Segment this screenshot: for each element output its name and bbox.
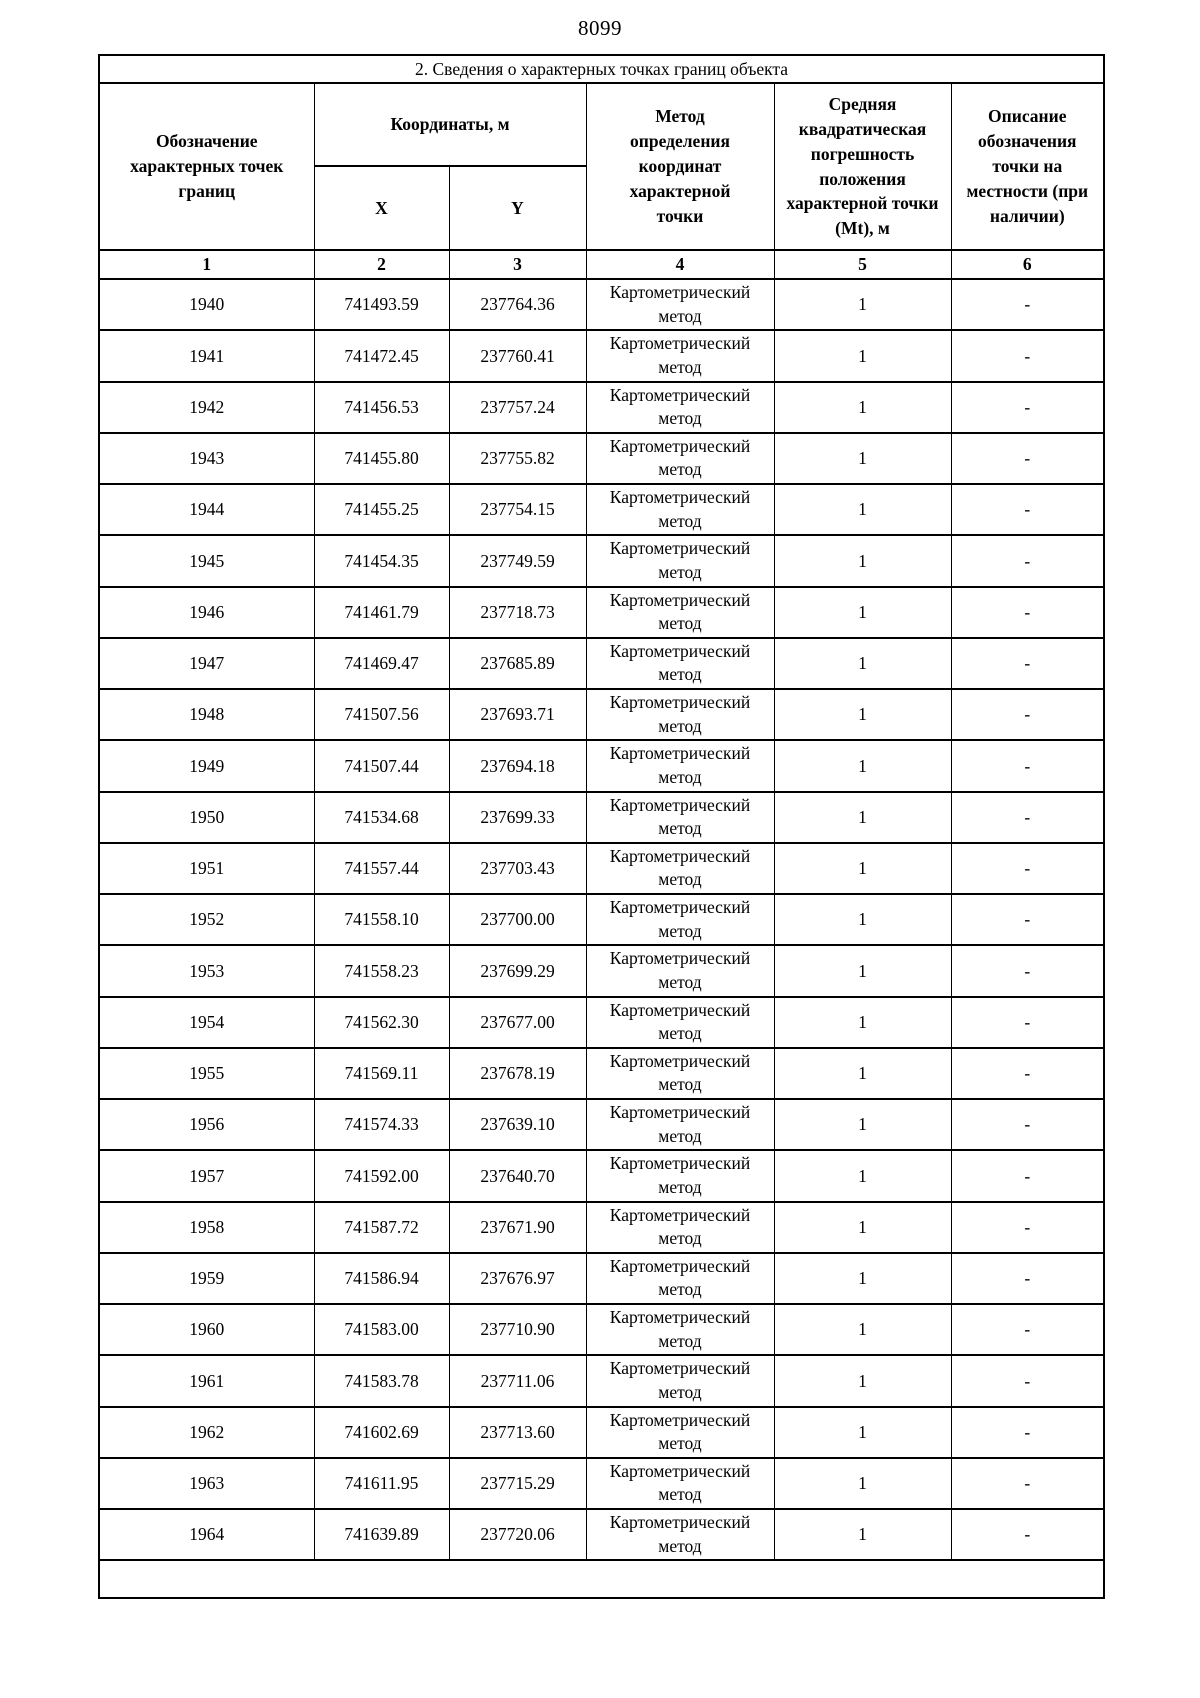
method-cell: Картометрический метод: [586, 894, 774, 945]
table-row: [99, 1304, 1104, 1355]
y-cell: 237640.70: [449, 1150, 586, 1201]
mt-cell: 1: [774, 638, 951, 689]
y-cell: 237713.60: [449, 1407, 586, 1458]
table-body: [99, 279, 1104, 1560]
point-cell: 1946: [99, 587, 314, 638]
point-cell: 1956: [99, 1099, 314, 1150]
method-cell: Картометрический метод: [586, 1253, 774, 1304]
y-cell: 237720.06: [449, 1509, 586, 1560]
mt-cell: 1: [774, 535, 951, 586]
point-cell: 1962: [99, 1407, 314, 1458]
y-cell: 237755.82: [449, 433, 586, 484]
description-cell: -: [951, 894, 1104, 945]
point-cell: 1944: [99, 484, 314, 535]
y-cell: 237710.90: [449, 1304, 586, 1355]
mt-cell: 1: [774, 1355, 951, 1406]
method-cell: Картометрический метод: [586, 1458, 774, 1509]
table-row: [99, 843, 1104, 894]
mt-cell: 1: [774, 587, 951, 638]
method-cell: Картометрический метод: [586, 945, 774, 996]
mt-cell: 1: [774, 843, 951, 894]
x-cell: 741557.44: [314, 843, 449, 894]
point-cell: 1960: [99, 1304, 314, 1355]
column-number-6: 6: [951, 250, 1104, 279]
column-number-5: 5: [774, 250, 951, 279]
x-cell: 741455.80: [314, 433, 449, 484]
table-row: [99, 535, 1104, 586]
column-numbers-row: [99, 250, 1104, 279]
description-cell: -: [951, 1150, 1104, 1201]
table-row: [99, 587, 1104, 638]
point-cell: 1950: [99, 792, 314, 843]
x-cell: 741602.69: [314, 1407, 449, 1458]
y-cell: 237676.97: [449, 1253, 586, 1304]
description-cell: -: [951, 1048, 1104, 1099]
description-cell: -: [951, 740, 1104, 791]
x-cell: 741592.00: [314, 1150, 449, 1201]
method-cell: Картометрический метод: [586, 689, 774, 740]
x-cell: 741586.94: [314, 1253, 449, 1304]
mt-cell: 1: [774, 1048, 951, 1099]
y-cell: 237639.10: [449, 1099, 586, 1150]
point-cell: 1957: [99, 1150, 314, 1201]
description-cell: -: [951, 279, 1104, 330]
table-row: [99, 792, 1104, 843]
description-cell: -: [951, 638, 1104, 689]
table-row: [99, 945, 1104, 996]
table-row: [99, 1407, 1104, 1458]
method-cell: Картометрический метод: [586, 433, 774, 484]
point-cell: 1963: [99, 1458, 314, 1509]
description-cell: -: [951, 1304, 1104, 1355]
mt-cell: 1: [774, 1150, 951, 1201]
x-cell: 741569.11: [314, 1048, 449, 1099]
x-cell: 741583.00: [314, 1304, 449, 1355]
header-description: Описание обозначения точки на местности (при наличии): [951, 83, 1104, 250]
method-cell: Картометрический метод: [586, 279, 774, 330]
y-cell: 237677.00: [449, 997, 586, 1048]
table-row: [99, 689, 1104, 740]
x-cell: 741574.33: [314, 1099, 449, 1150]
method-cell: Картометрический метод: [586, 792, 774, 843]
header-method: Метод определения координат характерной точки: [586, 83, 774, 250]
description-cell: -: [951, 535, 1104, 586]
table-row: [99, 433, 1104, 484]
method-cell: Картометрический метод: [586, 1048, 774, 1099]
description-cell: -: [951, 1202, 1104, 1253]
method-cell: Картометрический метод: [586, 638, 774, 689]
table-head-section: [99, 55, 1104, 279]
mt-cell: 1: [774, 330, 951, 381]
mt-cell: 1: [774, 945, 951, 996]
x-cell: 741472.45: [314, 330, 449, 381]
table-row: [99, 1048, 1104, 1099]
x-cell: 741639.89: [314, 1509, 449, 1560]
table-title: 2. Сведения о характерных точках границ объекта: [99, 55, 1104, 83]
header-designation: Обозначение характерных точек границ: [99, 83, 314, 250]
mt-cell: 1: [774, 382, 951, 433]
table-row: [99, 638, 1104, 689]
mt-cell: 1: [774, 1458, 951, 1509]
point-cell: 1955: [99, 1048, 314, 1099]
description-cell: -: [951, 1099, 1104, 1150]
table-row: [99, 382, 1104, 433]
table-row: [99, 1202, 1104, 1253]
description-cell: -: [951, 1458, 1104, 1509]
description-cell: -: [951, 587, 1104, 638]
y-cell: 237764.36: [449, 279, 586, 330]
y-cell: 237700.00: [449, 894, 586, 945]
header-y: Y: [449, 166, 586, 250]
point-cell: 1943: [99, 433, 314, 484]
description-cell: -: [951, 997, 1104, 1048]
description-cell: -: [951, 945, 1104, 996]
method-cell: Картометрический метод: [586, 1150, 774, 1201]
point-cell: 1953: [99, 945, 314, 996]
y-cell: 237760.41: [449, 330, 586, 381]
method-cell: Картометрический метод: [586, 1099, 774, 1150]
table-row: [99, 997, 1104, 1048]
x-cell: 741456.53: [314, 382, 449, 433]
mt-cell: 1: [774, 1202, 951, 1253]
mt-cell: 1: [774, 279, 951, 330]
method-cell: Картометрический метод: [586, 740, 774, 791]
y-cell: 237685.89: [449, 638, 586, 689]
description-cell: -: [951, 843, 1104, 894]
y-cell: 237718.73: [449, 587, 586, 638]
y-cell: 237715.29: [449, 1458, 586, 1509]
point-cell: 1949: [99, 740, 314, 791]
point-cell: 1954: [99, 997, 314, 1048]
mt-cell: 1: [774, 1407, 951, 1458]
x-cell: 741558.10: [314, 894, 449, 945]
table-row: [99, 1150, 1104, 1201]
x-cell: 741461.79: [314, 587, 449, 638]
mt-cell: 1: [774, 1509, 951, 1560]
header-mt: Средняя квадратическая погрешность положения характерной точки (Mt), м: [774, 83, 951, 250]
empty-cell: [99, 1560, 1104, 1598]
point-cell: 1952: [99, 894, 314, 945]
point-cell: 1958: [99, 1202, 314, 1253]
y-cell: 237754.15: [449, 484, 586, 535]
mt-cell: 1: [774, 894, 951, 945]
description-cell: -: [951, 382, 1104, 433]
y-cell: 237678.19: [449, 1048, 586, 1099]
x-cell: 741454.35: [314, 535, 449, 586]
table-row: [99, 1099, 1104, 1150]
method-cell: Картометрический метод: [586, 330, 774, 381]
mt-cell: 1: [774, 689, 951, 740]
description-cell: -: [951, 792, 1104, 843]
point-cell: 1961: [99, 1355, 314, 1406]
mt-cell: 1: [774, 433, 951, 484]
description-cell: -: [951, 1253, 1104, 1304]
y-cell: 237711.06: [449, 1355, 586, 1406]
mt-cell: 1: [774, 1253, 951, 1304]
header-row-top: [99, 83, 1104, 166]
mt-cell: 1: [774, 792, 951, 843]
x-cell: 741493.59: [314, 279, 449, 330]
point-cell: 1940: [99, 279, 314, 330]
x-cell: 741507.44: [314, 740, 449, 791]
y-cell: 237703.43: [449, 843, 586, 894]
mt-cell: 1: [774, 1304, 951, 1355]
description-cell: -: [951, 484, 1104, 535]
table-row: [99, 1355, 1104, 1406]
method-cell: Картометрический метод: [586, 484, 774, 535]
method-cell: Картометрический метод: [586, 587, 774, 638]
y-cell: 237671.90: [449, 1202, 586, 1253]
point-cell: 1951: [99, 843, 314, 894]
header-coordinates-group: Координаты, м: [314, 83, 586, 166]
point-cell: 1959: [99, 1253, 314, 1304]
method-cell: Картометрический метод: [586, 1407, 774, 1458]
x-cell: 741587.72: [314, 1202, 449, 1253]
table-row: [99, 1509, 1104, 1560]
x-cell: 741507.56: [314, 689, 449, 740]
point-cell: 1945: [99, 535, 314, 586]
y-cell: 237757.24: [449, 382, 586, 433]
description-cell: -: [951, 1407, 1104, 1458]
y-cell: 237699.29: [449, 945, 586, 996]
y-cell: 237694.18: [449, 740, 586, 791]
method-cell: Картометрический метод: [586, 1202, 774, 1253]
point-cell: 1947: [99, 638, 314, 689]
table-row: [99, 279, 1104, 330]
description-cell: -: [951, 330, 1104, 381]
x-cell: 741562.30: [314, 997, 449, 1048]
y-cell: 237699.33: [449, 792, 586, 843]
page-number: 8099: [578, 16, 622, 40]
mt-cell: 1: [774, 1099, 951, 1150]
mt-cell: 1: [774, 740, 951, 791]
description-cell: -: [951, 1509, 1104, 1560]
column-number-3: 3: [449, 250, 586, 279]
description-cell: -: [951, 1355, 1104, 1406]
column-number-4: 4: [586, 250, 774, 279]
table-title-row: [99, 55, 1104, 83]
table-foot-section: [99, 1560, 1104, 1598]
method-cell: Картометрический метод: [586, 1304, 774, 1355]
table-row: [99, 1253, 1104, 1304]
method-cell: Картометрический метод: [586, 843, 774, 894]
x-cell: 741558.23: [314, 945, 449, 996]
mt-cell: 1: [774, 997, 951, 1048]
method-cell: Картометрический метод: [586, 1355, 774, 1406]
header-x: X: [314, 166, 449, 250]
table-row: [99, 894, 1104, 945]
y-cell: 237749.59: [449, 535, 586, 586]
boundary-points-table: [98, 54, 1105, 1599]
table-row: [99, 484, 1104, 535]
column-number-2: 2: [314, 250, 449, 279]
method-cell: Картометрический метод: [586, 1509, 774, 1560]
mt-cell: 1: [774, 484, 951, 535]
description-cell: -: [951, 689, 1104, 740]
method-cell: Картометрический метод: [586, 382, 774, 433]
point-cell: 1964: [99, 1509, 314, 1560]
x-cell: 741583.78: [314, 1355, 449, 1406]
point-cell: 1941: [99, 330, 314, 381]
x-cell: 741455.25: [314, 484, 449, 535]
x-cell: 741469.47: [314, 638, 449, 689]
table-row: [99, 1458, 1104, 1509]
point-cell: 1948: [99, 689, 314, 740]
empty-row: [99, 1560, 1104, 1598]
point-cell: 1942: [99, 382, 314, 433]
column-number-1: 1: [99, 250, 314, 279]
x-cell: 741611.95: [314, 1458, 449, 1509]
y-cell: 237693.71: [449, 689, 586, 740]
table-row: [99, 740, 1104, 791]
description-cell: -: [951, 433, 1104, 484]
method-cell: Картометрический метод: [586, 997, 774, 1048]
table-row: [99, 330, 1104, 381]
x-cell: 741534.68: [314, 792, 449, 843]
method-cell: Картометрический метод: [586, 535, 774, 586]
